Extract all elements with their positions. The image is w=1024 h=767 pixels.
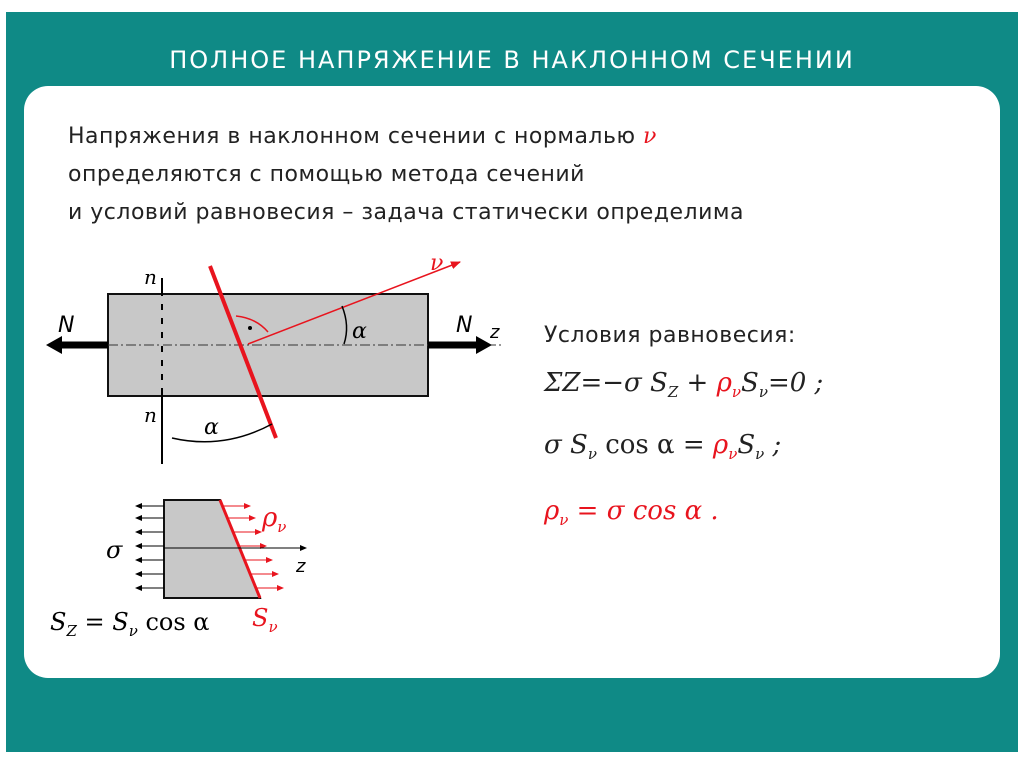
slide-title: ПОЛНОЕ НАПРЯЖЕНИЕ В НАКЛОННОМ СЕЧЕНИИ bbox=[169, 46, 855, 74]
label-alpha-bottom: α bbox=[204, 415, 219, 440]
intro-nu-symbol: ν bbox=[642, 124, 657, 149]
label-s-nu: $S_\nu$ bbox=[252, 604, 278, 636]
stress-diagram bbox=[24, 86, 1000, 678]
slide-frame bbox=[6, 12, 1018, 752]
intro-line-3: и условий равновесия – задача статически определима bbox=[68, 200, 744, 225]
stress-element bbox=[164, 500, 260, 598]
label-n-bottom: n bbox=[144, 403, 157, 427]
label-nu-vector: ν bbox=[430, 251, 444, 276]
sigma-arrows bbox=[136, 506, 164, 588]
equation-sum-z: ΣZ=−σ $S_Z + \rho_\nu S_\nu=0$ ; bbox=[544, 368, 824, 402]
label-N-left: N bbox=[58, 313, 75, 338]
label-area-relation: $S_Z = S_\nu$ cos α bbox=[50, 608, 210, 640]
content-panel bbox=[24, 86, 1000, 678]
equation-balance: σ $S_\nu$ $\cos \alpha = \rho_\nu S_\nu$ ; bbox=[544, 430, 782, 464]
label-z-bottom: z bbox=[296, 556, 306, 577]
label-p-nu: $\rho_\nu$ bbox=[262, 503, 287, 536]
label-z-top: z bbox=[490, 322, 500, 343]
equation-result: $\rho_\nu = \sigma$ cos α . bbox=[544, 496, 719, 530]
right-angle-dot bbox=[248, 326, 252, 330]
equilibrium-title: Условия равновесия: bbox=[544, 323, 796, 348]
label-n-top: n bbox=[144, 265, 157, 289]
force-left-arrowhead bbox=[46, 336, 62, 354]
label-sigma: σ bbox=[106, 536, 123, 564]
label-alpha-top: α bbox=[352, 319, 367, 344]
intro-line-1-text: Напряжения в наклонном сечении с нормалью bbox=[68, 124, 636, 149]
intro-line-2: определяются с помощью метода сечений bbox=[68, 162, 585, 187]
alpha-arc-bottom bbox=[172, 424, 272, 442]
label-N-right: N bbox=[456, 313, 473, 338]
